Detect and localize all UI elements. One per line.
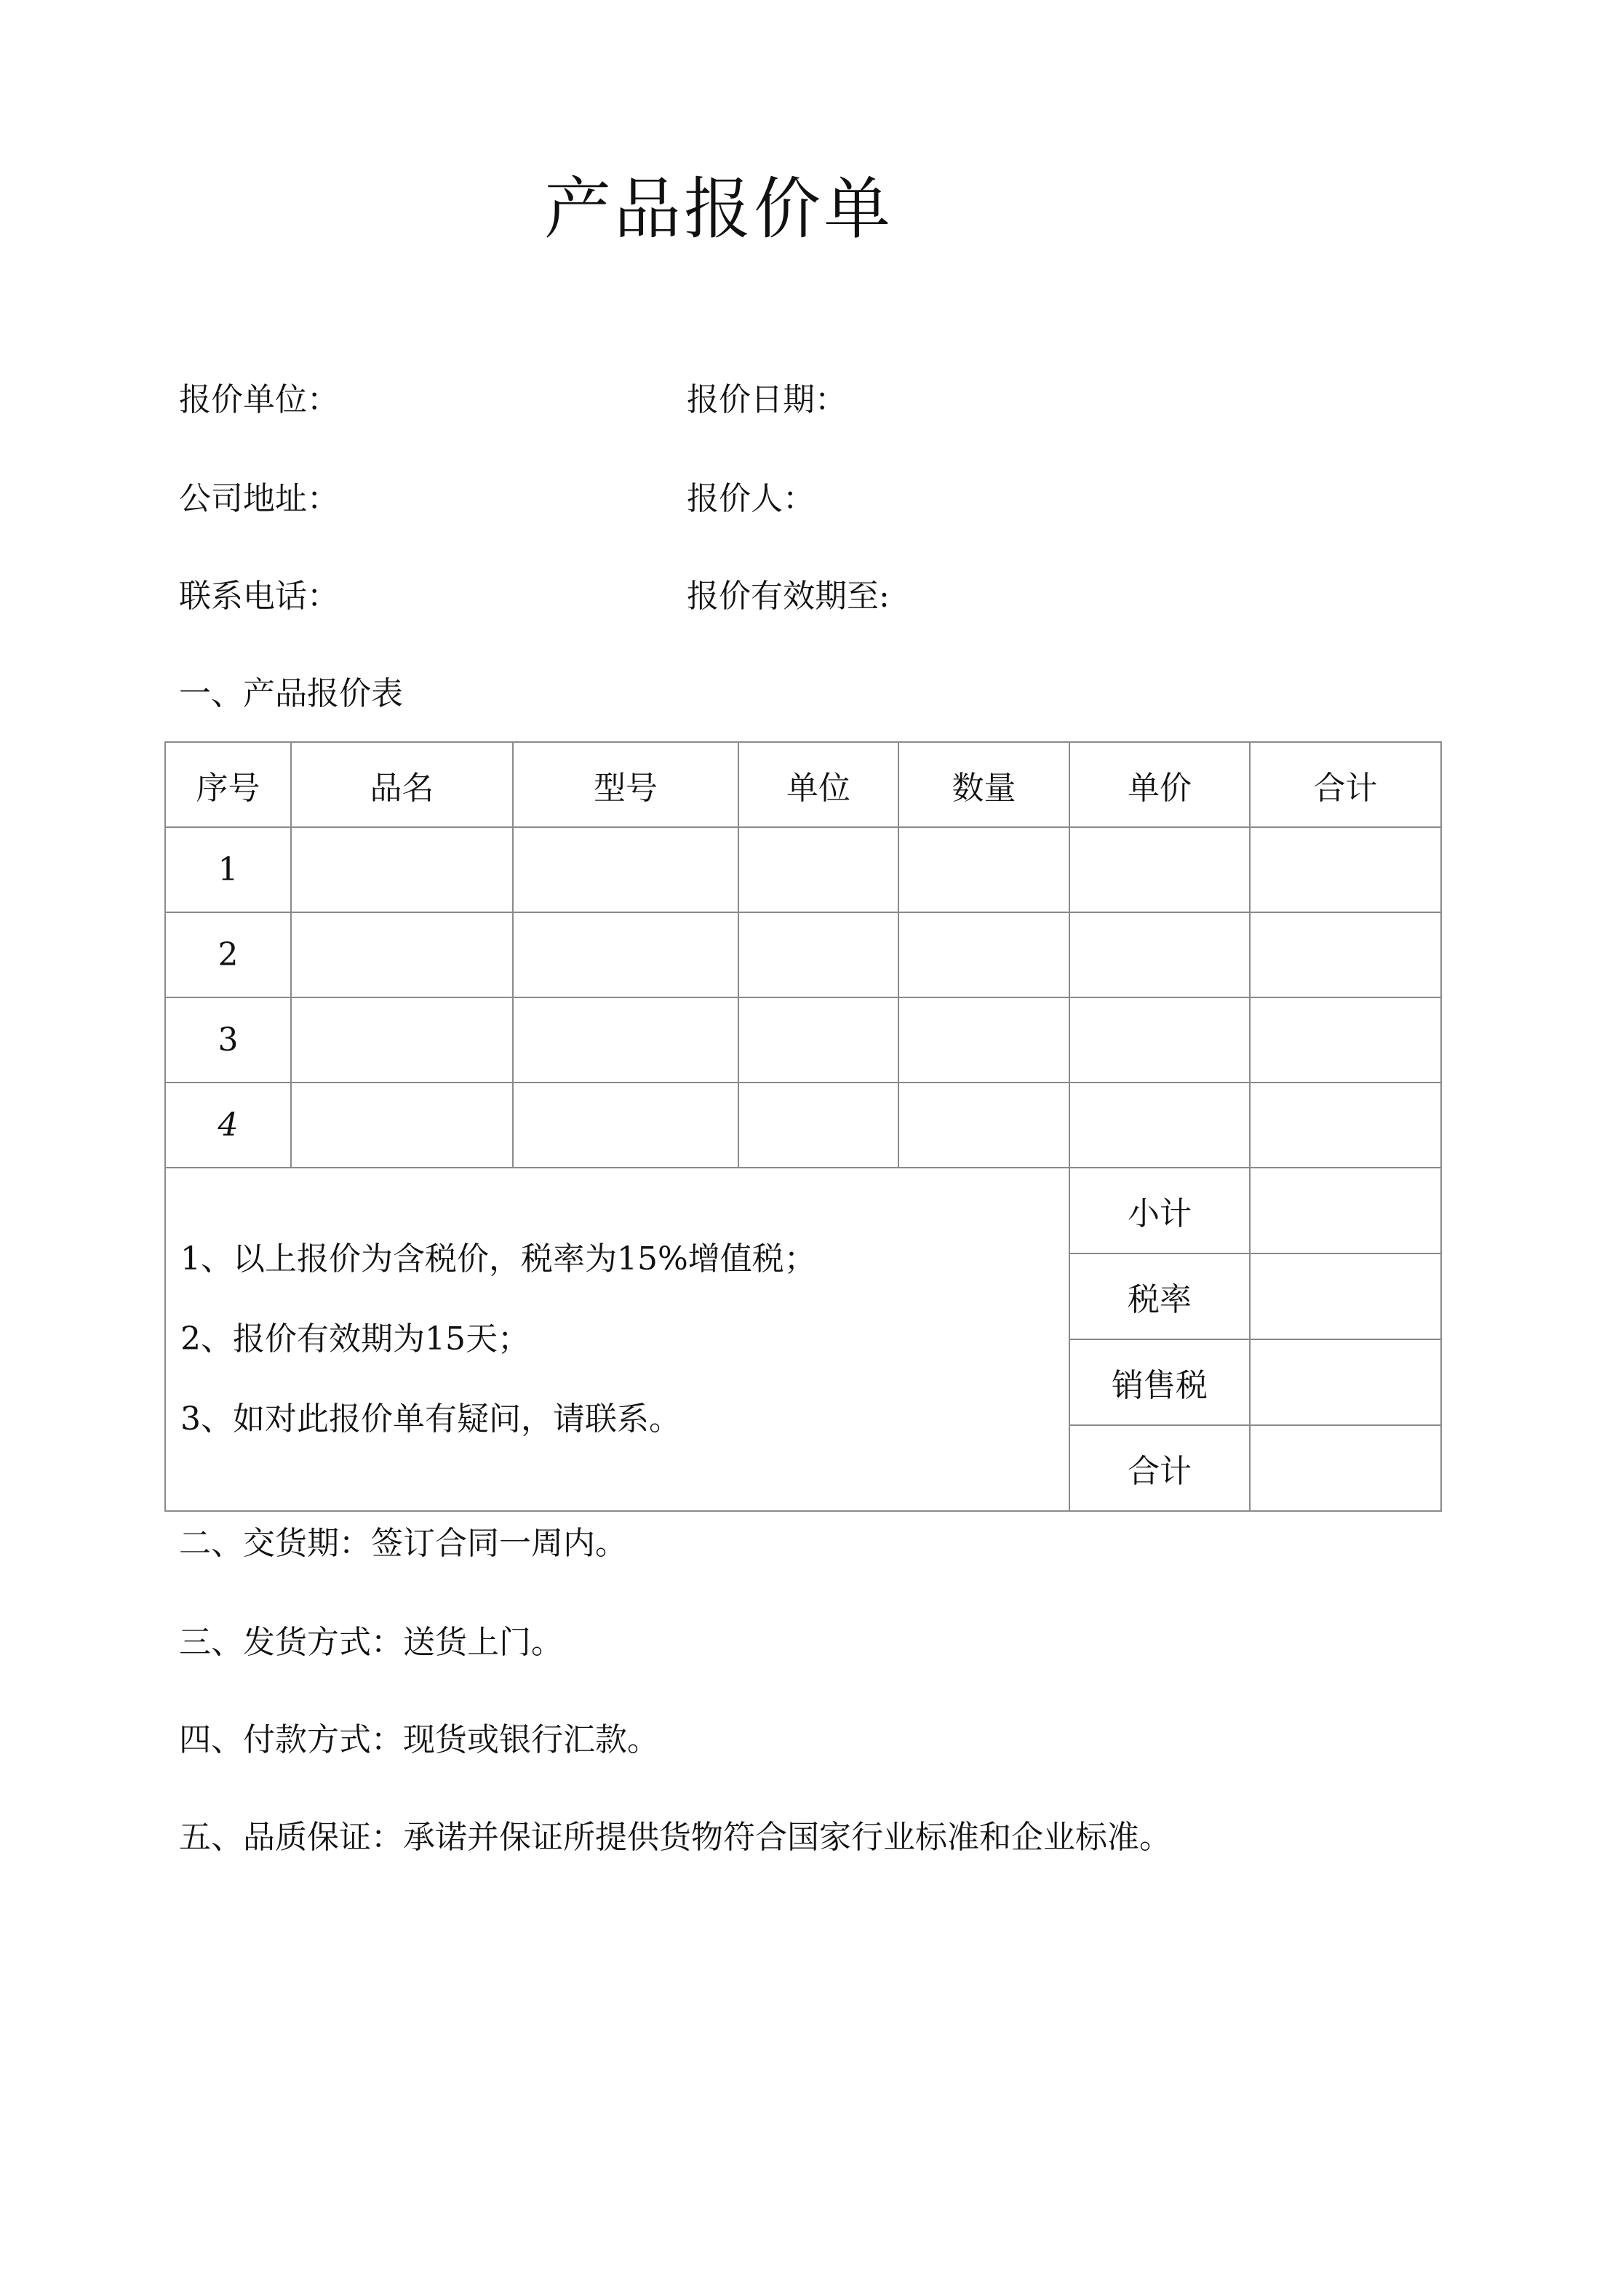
cell-no: 1 bbox=[165, 827, 291, 912]
cell-total bbox=[1250, 912, 1441, 997]
cell-unit bbox=[738, 1083, 898, 1168]
summary-label-subtotal: 小计 bbox=[1069, 1168, 1250, 1253]
summary-label-total: 合计 bbox=[1069, 1425, 1250, 1511]
table-header-row bbox=[165, 742, 1441, 827]
quote-unit-label: 报价单位： bbox=[179, 381, 339, 418]
summary-value-total bbox=[1250, 1425, 1441, 1511]
cell-total bbox=[1250, 997, 1441, 1083]
summary-value-tax-rate bbox=[1250, 1253, 1441, 1339]
header-cell-qty: 数量 bbox=[898, 742, 1069, 827]
cell-total bbox=[1250, 1083, 1441, 1168]
note-line: 1、以上报价为含税价，税率为15%增值税； bbox=[180, 1240, 816, 1277]
summary-label-tax-rate: 税率 bbox=[1069, 1253, 1250, 1339]
cell-unit bbox=[738, 997, 898, 1083]
cell-model bbox=[513, 1083, 738, 1168]
header-cell-total: 合计 bbox=[1250, 742, 1441, 827]
summary-value-subtotal bbox=[1250, 1168, 1441, 1253]
table-row bbox=[165, 1083, 1441, 1168]
cell-name bbox=[291, 1083, 513, 1168]
header-cell-no: 序号 bbox=[165, 742, 291, 827]
quoter-label: 报价人： bbox=[687, 480, 815, 517]
quote-table bbox=[164, 741, 1442, 1512]
note-line: 2、报价有效期为15天； bbox=[180, 1320, 530, 1358]
cell-model bbox=[513, 997, 738, 1083]
summary-row-subtotal bbox=[165, 1168, 1441, 1253]
header-cell-price: 单价 bbox=[1069, 742, 1250, 827]
cell-price bbox=[1069, 827, 1250, 912]
quality-guarantee-term: 五、品质保证：承诺并保证所提供货物符合国家行业标准和企业标准。 bbox=[179, 1819, 1171, 1856]
cell-price bbox=[1069, 912, 1250, 997]
cell-name bbox=[291, 912, 513, 997]
cell-qty bbox=[898, 997, 1069, 1083]
summary-label-sales-tax: 销售税 bbox=[1069, 1339, 1250, 1425]
table-row bbox=[165, 997, 1441, 1083]
cell-model bbox=[513, 827, 738, 912]
company-address-label: 公司地址： bbox=[179, 480, 339, 517]
note-line: 3、如对此报价单有疑问，请联系。 bbox=[180, 1400, 681, 1438]
document-title: 产品报价单 bbox=[544, 170, 894, 248]
summary-value-sales-tax bbox=[1250, 1339, 1441, 1425]
cell-model bbox=[513, 912, 738, 997]
cell-price bbox=[1069, 997, 1250, 1083]
cell-name bbox=[291, 997, 513, 1083]
phone-label: 联系电话： bbox=[179, 578, 339, 615]
section-title-quote-table: 一、产品报价表 bbox=[179, 675, 403, 712]
header-cell-model: 型号 bbox=[513, 742, 738, 827]
cell-qty bbox=[898, 912, 1069, 997]
cell-name bbox=[291, 827, 513, 912]
valid-until-label: 报价有效期至: bbox=[687, 578, 890, 615]
payment-method-term: 四、付款方式：现货或银行汇款。 bbox=[179, 1721, 659, 1758]
cell-price bbox=[1069, 1083, 1250, 1168]
cell-total bbox=[1250, 827, 1441, 912]
cell-unit bbox=[738, 827, 898, 912]
cell-no: 4 bbox=[165, 1083, 291, 1168]
header-cell-name: 品名 bbox=[291, 742, 513, 827]
table-row bbox=[165, 912, 1441, 997]
notes-cell bbox=[165, 1168, 1069, 1511]
delivery-period-term: 二、交货期：签订合同一周内。 bbox=[179, 1525, 627, 1562]
header-cell-unit: 单位 bbox=[738, 742, 898, 827]
cell-no: 3 bbox=[165, 997, 291, 1083]
shipping-method-term: 三、发货方式：送货上门。 bbox=[179, 1624, 563, 1661]
quote-date-label: 报价日期： bbox=[687, 381, 847, 418]
cell-unit bbox=[738, 912, 898, 997]
cell-no: 2 bbox=[165, 912, 291, 997]
cell-qty bbox=[898, 1083, 1069, 1168]
table-row bbox=[165, 827, 1441, 912]
cell-qty bbox=[898, 827, 1069, 912]
